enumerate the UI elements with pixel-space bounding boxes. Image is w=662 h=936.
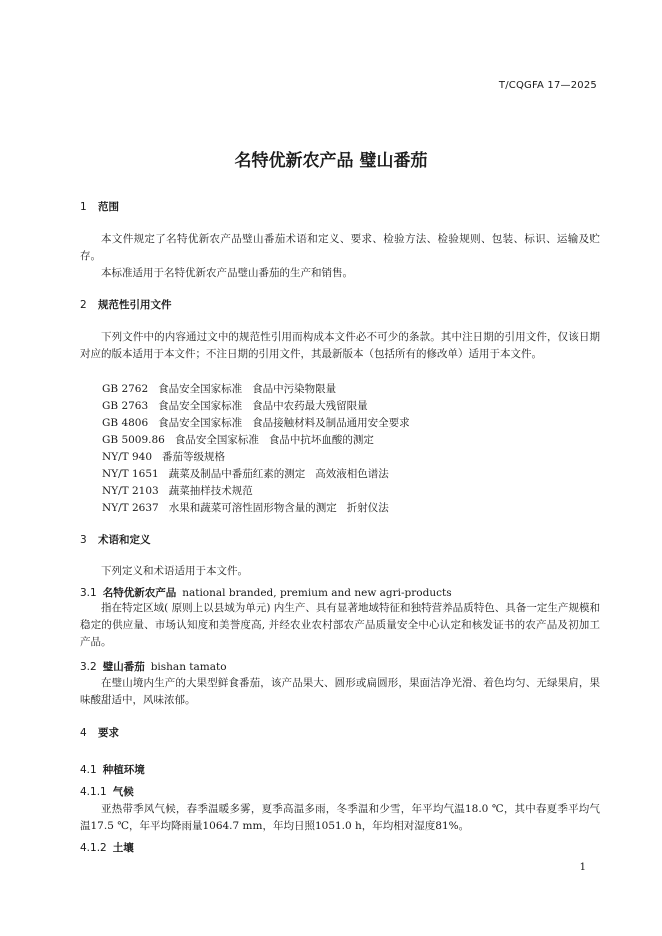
section-heading-3 <box>80 532 151 547</box>
reference-item: NY/T 2103 蔬菜抽样技术规范 <box>102 485 253 497</box>
paragraph: 本文件规定了名特优新农产品璧山番茄术语和定义、要求、检验方法、检验规则、包装、标识、运输及贮存。 <box>80 233 600 262</box>
paragraph: 本标准适用于名特优新农产品璧山番茄的生产和销售。 <box>101 267 353 279</box>
reference-item: GB 2762 食品安全国家标准 食品中污染物限量 <box>102 383 337 395</box>
paragraph: 下列文件中的内容通过文中的规范性引用而构成本文件必不可少的条款。其中注日期的引用文件，仅该日期对应的版本适用于本文件；不注日期的引用文件，其最新版本（包括所有的修改单）适用于本文件。 <box>80 331 600 360</box>
section-heading-4 <box>80 725 119 740</box>
page-number: 1 <box>579 862 586 873</box>
section-title: 规范性引用文件 <box>98 299 172 311</box>
paragraph: 亚热带季风气候，春季温暖多雾，夏季高温多雨，冬季温和少雪，年平均气温18.0 ℃，其中春夏季平均气温17.5 ℃，年平均降雨量1064.7 mm，年均日照1051.0 h，年均相对湿度81%。 <box>80 803 600 832</box>
section-title: 范围 <box>98 201 119 213</box>
reference-item: NY/T 1651 蔬菜及制品中番茄红素的测定 高效液相色谱法 <box>102 468 389 480</box>
document-code: T/CQGFA 17—2025 <box>498 80 597 91</box>
section-number: 4 <box>80 727 87 739</box>
section-number: 3 <box>80 534 87 546</box>
section-heading-1 <box>80 199 119 214</box>
subsection-heading-4-1-1: 4.1.1 气候 <box>80 786 134 798</box>
section-heading-2 <box>80 297 172 312</box>
term-definition: 在璧山境内生产的大果型鲜食番茄，该产品果大、圆形或扁圆形，果面洁净光滑、着色均匀、无绿果肩，果味酸甜适中，风味浓郁。 <box>80 677 600 706</box>
section-number: 2 <box>80 299 87 311</box>
term-heading-3-2: 3.2 璧山番茄 bishan tamato <box>80 661 227 673</box>
term-definition: 指在特定区域( 原则上以县域为单元) 内生产、具有显著地域特征和独特营养品质特色、具备一定生产规模和稳定的供应量、市场认知度和美誉度高, 并经农业农村部农产品质量安全中心认定和核发证书的农产品及初加工产品。 <box>80 602 600 648</box>
term-heading-3-1: 3.1 名特优新农产品 national branded, premium and new agri-products <box>80 587 452 599</box>
subsection-heading-4-1-2: 4.1.2 土壤 <box>80 842 134 854</box>
section-title: 要求 <box>98 727 119 739</box>
reference-item: GB 4806 食品安全国家标准 食品接触材料及制品通用安全要求 <box>102 417 410 429</box>
reference-item: NY/T 940 番茄等级规格 <box>102 451 226 463</box>
page-title: 名特优新农产品 璧山番茄 <box>234 151 428 171</box>
section-number: 1 <box>80 201 87 213</box>
reference-item: GB 5009.86 食品安全国家标准 食品中抗坏血酸的测定 <box>102 434 374 446</box>
subsection-heading-4-1: 4.1 种植环境 <box>80 764 145 776</box>
section-title: 术语和定义 <box>98 534 151 546</box>
reference-item: GB 2763 食品安全国家标准 食品中农药最大残留限量 <box>102 400 368 412</box>
reference-item: NY/T 2637 水果和蔬菜可溶性固形物含量的测定 折射仪法 <box>102 502 389 514</box>
paragraph: 下列定义和术语适用于本文件。 <box>101 565 248 577</box>
